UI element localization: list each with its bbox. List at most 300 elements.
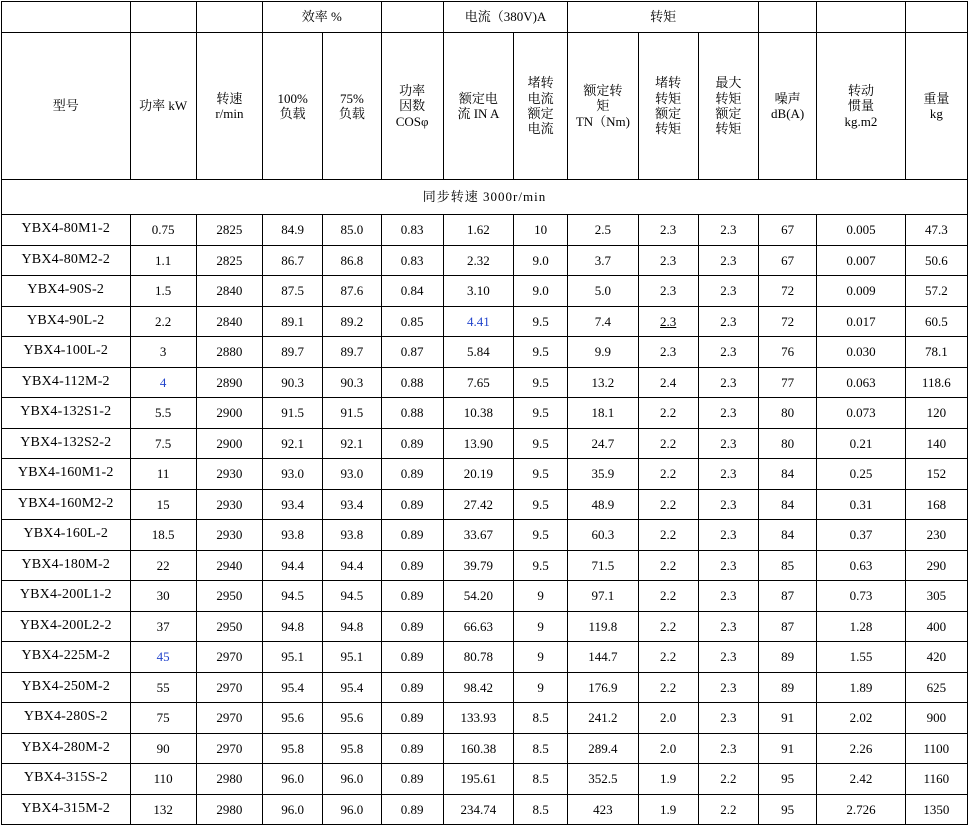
cell-inertia: 0.63 xyxy=(817,550,905,581)
cell-power: 2.2 xyxy=(130,306,196,337)
group-efficiency: 效率 % xyxy=(263,2,381,33)
cell-locked-current-ratio: 9.5 xyxy=(514,306,568,337)
col-header-model: 型号 xyxy=(2,33,131,180)
cell-eff100: 93.8 xyxy=(263,520,323,551)
cell-rated-torque: 9.9 xyxy=(568,337,638,368)
cell-power-factor: 0.89 xyxy=(381,764,443,795)
cell-model: YBX4-112M-2 xyxy=(2,367,131,398)
cell-model: YBX4-225M-2 xyxy=(2,642,131,673)
cell-eff75: 87.6 xyxy=(323,276,381,307)
cell-rated-torque: 2.5 xyxy=(568,215,638,246)
cell-speed: 2970 xyxy=(196,703,262,734)
cell-inertia: 1.28 xyxy=(817,611,905,642)
cell-power-factor: 0.84 xyxy=(381,276,443,307)
cell-locked-torque-ratio: 2.2 xyxy=(638,581,698,612)
col-header-eff75: 75% 负载 xyxy=(323,33,381,180)
cell-weight: 57.2 xyxy=(905,276,967,307)
cell-rated-current: 13.90 xyxy=(443,428,513,459)
cell-noise: 84 xyxy=(759,520,817,551)
cell-rated-torque: 289.4 xyxy=(568,733,638,764)
cell-locked-current-ratio: 9.5 xyxy=(514,398,568,429)
table-header xyxy=(2,2,968,180)
cell-inertia: 0.31 xyxy=(817,489,905,520)
cell-locked-torque-ratio: 2.2 xyxy=(638,428,698,459)
cell-locked-current-ratio: 10 xyxy=(514,215,568,246)
cell-eff100: 86.7 xyxy=(263,245,323,276)
table-row xyxy=(2,733,968,764)
cell-noise: 87 xyxy=(759,611,817,642)
cell-eff100: 91.5 xyxy=(263,398,323,429)
cell-model: YBX4-280M-2 xyxy=(2,733,131,764)
cell-locked-current-ratio: 9 xyxy=(514,581,568,612)
cell-power: 55 xyxy=(130,672,196,703)
cell-locked-current-ratio: 9.0 xyxy=(514,245,568,276)
cell-rated-torque: 176.9 xyxy=(568,672,638,703)
cell-eff75: 91.5 xyxy=(323,398,381,429)
cell-max-torque-ratio: 2.3 xyxy=(698,703,758,734)
table-row xyxy=(2,703,968,734)
cell-power-factor: 0.89 xyxy=(381,642,443,673)
cell-locked-current-ratio: 9.5 xyxy=(514,459,568,490)
cell-model: YBX4-315M-2 xyxy=(2,794,131,825)
cell-max-torque-ratio: 2.3 xyxy=(698,245,758,276)
cell-rated-torque: 7.4 xyxy=(568,306,638,337)
cell-rated-torque: 48.9 xyxy=(568,489,638,520)
cell-inertia: 1.89 xyxy=(817,672,905,703)
cell-locked-torque-ratio: 2.3 xyxy=(638,276,698,307)
cell-noise: 80 xyxy=(759,398,817,429)
cell-inertia: 0.009 xyxy=(817,276,905,307)
table-row xyxy=(2,367,968,398)
cell-speed: 2970 xyxy=(196,733,262,764)
cell-weight: 1100 xyxy=(905,733,967,764)
table-row xyxy=(2,459,968,490)
cell-speed: 2930 xyxy=(196,489,262,520)
cell-eff100: 94.4 xyxy=(263,550,323,581)
cell-power-factor: 0.88 xyxy=(381,398,443,429)
cell-locked-torque-ratio: 2.2 xyxy=(638,398,698,429)
cell-power: 4 xyxy=(130,367,196,398)
cell-max-torque-ratio: 2.3 xyxy=(698,459,758,490)
cell-rated-current: 160.38 xyxy=(443,733,513,764)
cell-eff100: 89.7 xyxy=(263,337,323,368)
cell-noise: 67 xyxy=(759,215,817,246)
cell-inertia: 0.005 xyxy=(817,215,905,246)
group-spacer-pf xyxy=(381,2,443,33)
cell-power-factor: 0.89 xyxy=(381,459,443,490)
cell-weight: 50.6 xyxy=(905,245,967,276)
cell-eff100: 94.5 xyxy=(263,581,323,612)
cell-eff100: 94.8 xyxy=(263,611,323,642)
col-header-eff100: 100% 负载 xyxy=(263,33,323,180)
table-row xyxy=(2,550,968,581)
cell-noise: 89 xyxy=(759,672,817,703)
cell-eff100: 87.5 xyxy=(263,276,323,307)
group-spacer-inertia xyxy=(817,2,905,33)
cell-eff100: 90.3 xyxy=(263,367,323,398)
cell-power: 3 xyxy=(130,337,196,368)
col-header-locked-torque-ratio: 堵转 转矩 额定 转矩 xyxy=(638,33,698,180)
group-torque: 转矩 xyxy=(568,2,759,33)
cell-power-factor: 0.89 xyxy=(381,672,443,703)
cell-locked-torque-ratio: 2.3 xyxy=(638,245,698,276)
cell-locked-current-ratio: 9 xyxy=(514,672,568,703)
cell-eff75: 95.4 xyxy=(323,672,381,703)
cell-noise: 77 xyxy=(759,367,817,398)
cell-rated-torque: 18.1 xyxy=(568,398,638,429)
cell-power: 5.5 xyxy=(130,398,196,429)
table-row xyxy=(2,337,968,368)
cell-rated-current: 195.61 xyxy=(443,764,513,795)
cell-model: YBX4-160M2-2 xyxy=(2,489,131,520)
cell-locked-torque-ratio: 2.3 xyxy=(638,337,698,368)
cell-power-factor: 0.89 xyxy=(381,794,443,825)
cell-weight: 168 xyxy=(905,489,967,520)
cell-weight: 625 xyxy=(905,672,967,703)
cell-inertia: 0.030 xyxy=(817,337,905,368)
group-spacer-weight xyxy=(905,2,967,33)
cell-eff75: 89.7 xyxy=(323,337,381,368)
cell-rated-torque: 144.7 xyxy=(568,642,638,673)
cell-locked-torque-ratio: 1.9 xyxy=(638,764,698,795)
cell-weight: 305 xyxy=(905,581,967,612)
cell-eff75: 96.0 xyxy=(323,764,381,795)
cell-locked-torque-ratio: 2.2 xyxy=(638,550,698,581)
cell-locked-current-ratio: 9.5 xyxy=(514,337,568,368)
cell-power-factor: 0.85 xyxy=(381,306,443,337)
cell-power: 7.5 xyxy=(130,428,196,459)
cell-rated-current: 39.79 xyxy=(443,550,513,581)
col-header-speed: 转速 r/min xyxy=(196,33,262,180)
cell-max-torque-ratio: 2.2 xyxy=(698,794,758,825)
cell-speed: 2970 xyxy=(196,672,262,703)
cell-locked-current-ratio: 9.5 xyxy=(514,367,568,398)
cell-model: YBX4-80M1-2 xyxy=(2,215,131,246)
cell-locked-current-ratio: 9.5 xyxy=(514,489,568,520)
cell-max-torque-ratio: 2.3 xyxy=(698,306,758,337)
cell-rated-torque: 352.5 xyxy=(568,764,638,795)
cell-locked-current-ratio: 9 xyxy=(514,611,568,642)
cell-noise: 95 xyxy=(759,764,817,795)
cell-power: 132 xyxy=(130,794,196,825)
cell-max-torque-ratio: 2.3 xyxy=(698,367,758,398)
cell-max-torque-ratio: 2.3 xyxy=(698,550,758,581)
cell-eff100: 93.4 xyxy=(263,489,323,520)
cell-speed: 2900 xyxy=(196,428,262,459)
cell-power-factor: 0.87 xyxy=(381,337,443,368)
table-row xyxy=(2,611,968,642)
cell-max-torque-ratio: 2.3 xyxy=(698,642,758,673)
cell-inertia: 0.007 xyxy=(817,245,905,276)
cell-weight: 230 xyxy=(905,520,967,551)
cell-rated-torque: 60.3 xyxy=(568,520,638,551)
table-row xyxy=(2,398,968,429)
cell-rated-current: 80.78 xyxy=(443,642,513,673)
cell-max-torque-ratio: 2.3 xyxy=(698,215,758,246)
cell-locked-current-ratio: 9.5 xyxy=(514,428,568,459)
cell-rated-current: 4.41 xyxy=(443,306,513,337)
cell-locked-torque-ratio: 2.0 xyxy=(638,733,698,764)
cell-model: YBX4-132S2-2 xyxy=(2,428,131,459)
table-row xyxy=(2,306,968,337)
cell-inertia: 2.02 xyxy=(817,703,905,734)
cell-noise: 95 xyxy=(759,794,817,825)
col-header-locked-current-ratio: 堵转 电流 额定 电流 xyxy=(514,33,568,180)
cell-locked-current-ratio: 8.5 xyxy=(514,764,568,795)
cell-eff75: 93.4 xyxy=(323,489,381,520)
cell-speed: 2880 xyxy=(196,337,262,368)
cell-rated-torque: 71.5 xyxy=(568,550,638,581)
cell-power: 1.5 xyxy=(130,276,196,307)
cell-power-factor: 0.89 xyxy=(381,703,443,734)
cell-eff100: 95.6 xyxy=(263,703,323,734)
group-spacer-noise xyxy=(759,2,817,33)
cell-rated-torque: 241.2 xyxy=(568,703,638,734)
cell-weight: 1350 xyxy=(905,794,967,825)
cell-eff75: 93.0 xyxy=(323,459,381,490)
cell-speed: 2940 xyxy=(196,550,262,581)
cell-max-torque-ratio: 2.3 xyxy=(698,581,758,612)
cell-eff100: 89.1 xyxy=(263,306,323,337)
cell-rated-current: 98.42 xyxy=(443,672,513,703)
cell-locked-current-ratio: 9 xyxy=(514,642,568,673)
col-header-weight: 重量 kg xyxy=(905,33,967,180)
cell-power: 30 xyxy=(130,581,196,612)
cell-power-factor: 0.83 xyxy=(381,245,443,276)
cell-power-factor: 0.89 xyxy=(381,733,443,764)
cell-power: 18.5 xyxy=(130,520,196,551)
cell-power-factor: 0.89 xyxy=(381,428,443,459)
cell-noise: 87 xyxy=(759,581,817,612)
cell-weight: 152 xyxy=(905,459,967,490)
cell-speed: 2930 xyxy=(196,459,262,490)
cell-max-torque-ratio: 2.3 xyxy=(698,398,758,429)
group-current: 电流（380V)A xyxy=(443,2,568,33)
cell-rated-torque: 3.7 xyxy=(568,245,638,276)
cell-weight: 118.6 xyxy=(905,367,967,398)
cell-eff100: 95.4 xyxy=(263,672,323,703)
cell-rated-current: 234.74 xyxy=(443,794,513,825)
cell-inertia: 0.063 xyxy=(817,367,905,398)
group-spacer-speed xyxy=(196,2,262,33)
cell-eff100: 95.8 xyxy=(263,733,323,764)
table-row xyxy=(2,520,968,551)
cell-power-factor: 0.88 xyxy=(381,367,443,398)
cell-model: YBX4-80M2-2 xyxy=(2,245,131,276)
cell-model: YBX4-315S-2 xyxy=(2,764,131,795)
cell-power: 90 xyxy=(130,733,196,764)
cell-weight: 900 xyxy=(905,703,967,734)
cell-speed: 2970 xyxy=(196,642,262,673)
section-title-row xyxy=(2,180,968,215)
cell-locked-current-ratio: 9.0 xyxy=(514,276,568,307)
cell-inertia: 2.726 xyxy=(817,794,905,825)
cell-locked-torque-ratio: 2.3 xyxy=(638,215,698,246)
cell-locked-torque-ratio: 2.2 xyxy=(638,520,698,551)
cell-model: YBX4-100L-2 xyxy=(2,337,131,368)
cell-model: YBX4-132S1-2 xyxy=(2,398,131,429)
col-header-rated-torque: 额定转 矩 TN（Nm) xyxy=(568,33,638,180)
table-row xyxy=(2,672,968,703)
cell-model: YBX4-200L2-2 xyxy=(2,611,131,642)
cell-model: YBX4-280S-2 xyxy=(2,703,131,734)
cell-locked-torque-ratio: 2.0 xyxy=(638,703,698,734)
col-header-rated-current: 额定电 流 IN A xyxy=(443,33,513,180)
cell-rated-current: 54.20 xyxy=(443,581,513,612)
cell-eff75: 85.0 xyxy=(323,215,381,246)
cell-eff75: 86.8 xyxy=(323,245,381,276)
cell-rated-current: 66.63 xyxy=(443,611,513,642)
cell-locked-current-ratio: 9.5 xyxy=(514,550,568,581)
cell-power: 110 xyxy=(130,764,196,795)
cell-rated-torque: 24.7 xyxy=(568,428,638,459)
cell-noise: 84 xyxy=(759,489,817,520)
cell-noise: 80 xyxy=(759,428,817,459)
cell-eff75: 96.0 xyxy=(323,794,381,825)
cell-rated-current: 5.84 xyxy=(443,337,513,368)
col-header-inertia: 转动 惯量 kg.m2 xyxy=(817,33,905,180)
cell-locked-current-ratio: 9.5 xyxy=(514,520,568,551)
cell-noise: 67 xyxy=(759,245,817,276)
cell-speed: 2825 xyxy=(196,215,262,246)
cell-power: 15 xyxy=(130,489,196,520)
cell-weight: 420 xyxy=(905,642,967,673)
cell-power-factor: 0.89 xyxy=(381,520,443,551)
cell-rated-current: 1.62 xyxy=(443,215,513,246)
cell-locked-torque-ratio: 2.2 xyxy=(638,642,698,673)
section-title: 同步转速 3000r/min xyxy=(2,180,968,215)
cell-locked-torque-ratio: 2.2 xyxy=(638,459,698,490)
cell-inertia: 0.073 xyxy=(817,398,905,429)
cell-max-torque-ratio: 2.3 xyxy=(698,733,758,764)
cell-max-torque-ratio: 2.3 xyxy=(698,337,758,368)
cell-model: YBX4-160M1-2 xyxy=(2,459,131,490)
cell-eff75: 90.3 xyxy=(323,367,381,398)
header-columns-row xyxy=(2,33,968,180)
cell-max-torque-ratio: 2.3 xyxy=(698,520,758,551)
header-group-row xyxy=(2,2,968,33)
col-header-power-factor: 功率 因数 COSφ xyxy=(381,33,443,180)
table-row xyxy=(2,428,968,459)
cell-inertia: 2.42 xyxy=(817,764,905,795)
table-row xyxy=(2,276,968,307)
cell-inertia: 2.26 xyxy=(817,733,905,764)
table-body xyxy=(2,180,968,825)
cell-eff75: 92.1 xyxy=(323,428,381,459)
spec-sheet xyxy=(0,1,969,837)
cell-rated-torque: 5.0 xyxy=(568,276,638,307)
cell-locked-torque-ratio: 2.4 xyxy=(638,367,698,398)
cell-max-torque-ratio: 2.3 xyxy=(698,428,758,459)
cell-rated-current: 27.42 xyxy=(443,489,513,520)
cell-eff100: 96.0 xyxy=(263,764,323,795)
cell-eff75: 95.8 xyxy=(323,733,381,764)
table-row xyxy=(2,794,968,825)
cell-rated-current: 33.67 xyxy=(443,520,513,551)
cell-power: 0.75 xyxy=(130,215,196,246)
cell-rated-torque: 35.9 xyxy=(568,459,638,490)
group-spacer-power xyxy=(130,2,196,33)
cell-noise: 91 xyxy=(759,733,817,764)
cell-max-torque-ratio: 2.3 xyxy=(698,276,758,307)
cell-noise: 72 xyxy=(759,306,817,337)
cell-speed: 2890 xyxy=(196,367,262,398)
cell-eff100: 93.0 xyxy=(263,459,323,490)
cell-noise: 84 xyxy=(759,459,817,490)
cell-speed: 2950 xyxy=(196,611,262,642)
table-row xyxy=(2,642,968,673)
cell-noise: 89 xyxy=(759,642,817,673)
cell-power-factor: 0.83 xyxy=(381,215,443,246)
cell-power-factor: 0.89 xyxy=(381,489,443,520)
cell-speed: 2980 xyxy=(196,794,262,825)
cell-weight: 400 xyxy=(905,611,967,642)
cell-eff75: 95.1 xyxy=(323,642,381,673)
cell-weight: 290 xyxy=(905,550,967,581)
cell-eff75: 94.4 xyxy=(323,550,381,581)
table-row xyxy=(2,245,968,276)
cell-power-factor: 0.89 xyxy=(381,550,443,581)
cell-eff100: 96.0 xyxy=(263,794,323,825)
cell-power-factor: 0.89 xyxy=(381,611,443,642)
col-header-power: 功率 kW xyxy=(130,33,196,180)
cell-model: YBX4-90S-2 xyxy=(2,276,131,307)
cell-locked-current-ratio: 8.5 xyxy=(514,733,568,764)
cell-locked-current-ratio: 8.5 xyxy=(514,703,568,734)
cell-rated-current: 133.93 xyxy=(443,703,513,734)
cell-weight: 60.5 xyxy=(905,306,967,337)
cell-rated-torque: 423 xyxy=(568,794,638,825)
cell-weight: 78.1 xyxy=(905,337,967,368)
cell-weight: 1160 xyxy=(905,764,967,795)
cell-eff75: 94.8 xyxy=(323,611,381,642)
cell-power-factor: 0.89 xyxy=(381,581,443,612)
cell-power: 22 xyxy=(130,550,196,581)
cell-power: 75 xyxy=(130,703,196,734)
col-header-max-torque-ratio: 最大 转矩 额定 转矩 xyxy=(698,33,758,180)
cell-speed: 2825 xyxy=(196,245,262,276)
col-header-noise: 噪声 dB(A) xyxy=(759,33,817,180)
cell-speed: 2900 xyxy=(196,398,262,429)
cell-max-torque-ratio: 2.3 xyxy=(698,672,758,703)
cell-rated-torque: 13.2 xyxy=(568,367,638,398)
cell-locked-current-ratio: 8.5 xyxy=(514,794,568,825)
cell-inertia: 0.25 xyxy=(817,459,905,490)
cell-inertia: 0.21 xyxy=(817,428,905,459)
cell-power: 37 xyxy=(130,611,196,642)
cell-power: 11 xyxy=(130,459,196,490)
cell-rated-current: 3.10 xyxy=(443,276,513,307)
cell-model: YBX4-200L1-2 xyxy=(2,581,131,612)
cell-eff100: 84.9 xyxy=(263,215,323,246)
cell-locked-torque-ratio: 2.2 xyxy=(638,489,698,520)
cell-model: YBX4-160L-2 xyxy=(2,520,131,551)
cell-speed: 2950 xyxy=(196,581,262,612)
cell-noise: 72 xyxy=(759,276,817,307)
cell-weight: 47.3 xyxy=(905,215,967,246)
cell-model: YBX4-90L-2 xyxy=(2,306,131,337)
cell-model: YBX4-250M-2 xyxy=(2,672,131,703)
cell-inertia: 0.017 xyxy=(817,306,905,337)
cell-locked-torque-ratio: 2.3 xyxy=(638,306,698,337)
cell-inertia: 0.37 xyxy=(817,520,905,551)
table-row xyxy=(2,581,968,612)
cell-speed: 2930 xyxy=(196,520,262,551)
cell-max-torque-ratio: 2.3 xyxy=(698,489,758,520)
cell-locked-torque-ratio: 1.9 xyxy=(638,794,698,825)
cell-rated-torque: 119.8 xyxy=(568,611,638,642)
cell-weight: 120 xyxy=(905,398,967,429)
